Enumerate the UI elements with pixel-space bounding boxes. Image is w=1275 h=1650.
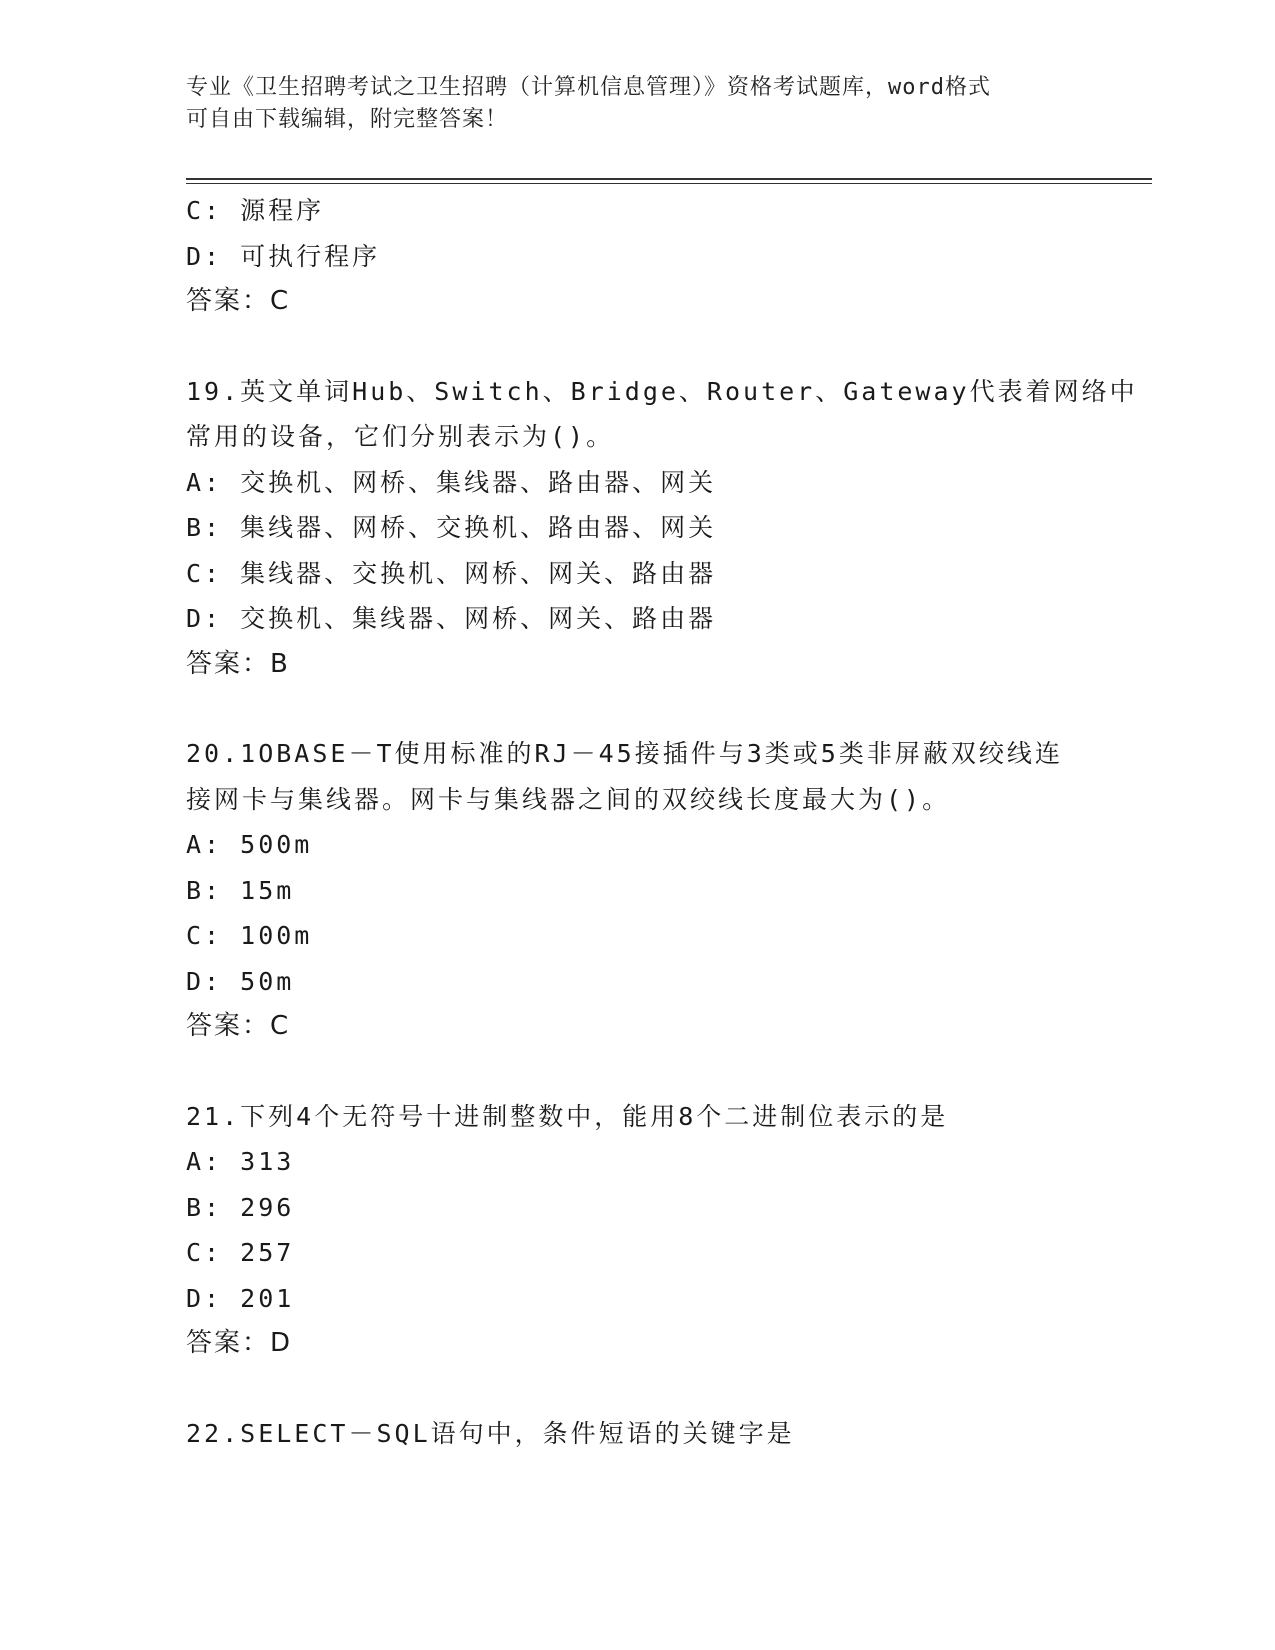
header-divider [186,178,1152,180]
question-stem: 19.英文单词Hub、Switch、Bridge、Router、Gateway代表着网络中 [186,376,1138,406]
question-18-tail [186,188,1126,325]
option-b: B: 集线器、网桥、交换机、路由器、网关 [186,513,717,542]
question-stem: 20.1OBASE－T使用标准的RJ－45接插件与3类或5类非屏蔽双绞线连 [186,739,1063,768]
question-20 [186,731,1126,1050]
option-d: D: 可执行程序 [186,241,381,271]
option-a: A: 500m [186,830,313,859]
question-stem-cont: 接网卡与集线器。网卡与集线器之间的双绞线长度最大为()。 [186,784,951,814]
spacer [186,1050,1126,1094]
spacer [186,687,1126,731]
option-d: D: 201 [186,1283,295,1313]
option-c: C: 100m [186,921,313,950]
question-19 [186,369,1138,688]
page-header [186,72,1086,136]
question-21 [186,1094,1126,1367]
answer-line: 答案：C [186,286,291,316]
question-stem: 22.SELECT－SQL语句中，条件短语的关键字是 [186,1418,795,1448]
option-c: C: 集线器、交换机、网桥、网关、路由器 [186,558,717,588]
option-b: B: 15m [186,875,295,905]
option-d: D: 50m [186,966,295,996]
header-line-1: 专业《卫生招聘考试之卫生招聘（计算机信息管理）》资格考试题库，word格式 [186,75,991,100]
option-c: C: 257 [186,1238,295,1267]
header-line-2: 可自由下载编辑，附完整答案！ [186,107,509,132]
option-a: A: 313 [186,1147,295,1176]
option-b: B: 296 [186,1192,295,1222]
answer-line: 答案：B [186,648,290,679]
answer-line: 答案：D [186,1328,293,1358]
header-divider-thin [186,183,1152,184]
question-22 [186,1411,1126,1457]
option-a: A: 交换机、网桥、集线器、路由器、网关 [186,467,717,497]
option-d: D: 交换机、集线器、网桥、网关、路由器 [186,604,717,633]
question-stem: 21.下列4个无符号十进制整数中，能用8个二进制位表示的是 [186,1101,949,1131]
question-stem-cont: 常用的设备，它们分别表示为()。 [186,422,615,451]
spacer [186,1367,1126,1411]
option-c: C: 源程序 [186,196,325,225]
document-body [186,188,1138,1456]
answer-line: 答案：C [186,1011,291,1041]
spacer [186,325,1126,369]
